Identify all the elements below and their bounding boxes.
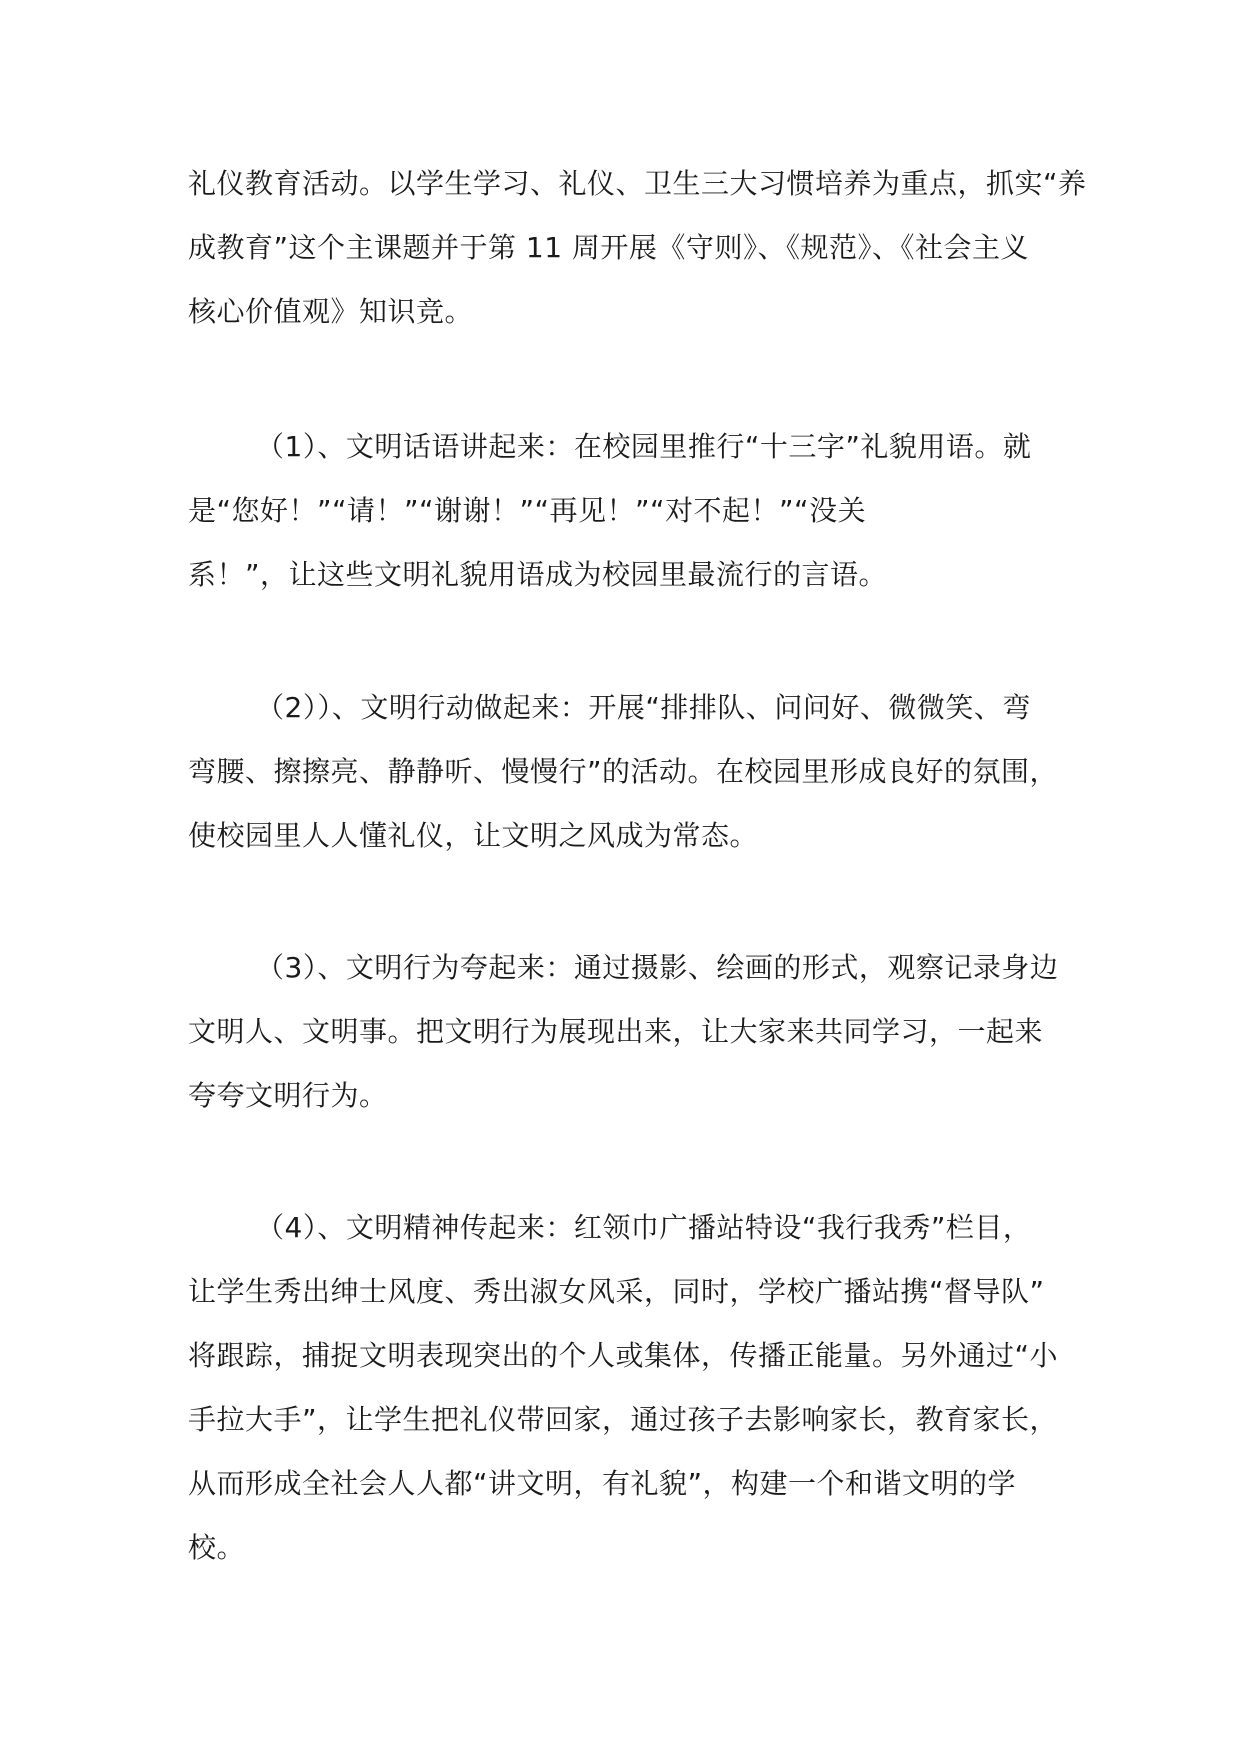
paragraph-line: 让学生秀出绅士风度、秀出淑女风采，同时，学校广播站携“督导队”: [188, 1275, 1045, 1308]
paragraph-line: 成教育”这个主课题并于第 11 周开展《守则》、《规范》、《社会主义: [188, 231, 1029, 264]
paragraph-line: 核心价值观》知识竞。: [188, 295, 474, 328]
paragraph-line: （4）、文明精神传起来：红领巾广播站特设“我行我秀”栏目，: [256, 1211, 1032, 1244]
paragraph-line: 礼仪教育活动。以学生学习、礼仪、卫生三大习惯培养为重点，抓实“养: [188, 167, 1087, 200]
paragraph-line: 将跟踪，捕捉文明表现突出的个人或集体，传播正能量。另外通过“小: [188, 1339, 1059, 1372]
paragraph-line: （3）、文明行为夸起来：通过摄影、绘画的形式，观察记录身边: [256, 951, 1059, 984]
paragraph-line: 是“您好！”“请！”“谢谢！”“再见！”“对不起！”“没关: [188, 494, 867, 527]
paragraph-intro: [188, 152, 1087, 344]
paragraph-line: 夸夸文明行为。: [188, 1079, 388, 1112]
paragraph-item-3: [188, 936, 1060, 1128]
paragraph-line: 从而形成全社会人人都“讲文明，有礼貌”，构建一个和谐文明的学: [188, 1467, 1017, 1500]
paragraph-line: 使校园里人人懂礼仪，让文明之风成为常态。: [188, 819, 759, 852]
paragraph-line: 弯腰、擦擦亮、静静听、慢慢行”的活动。在校园里形成良好的氛围，: [188, 755, 1059, 788]
paragraph-line: 手拉大手”，让学生把礼仪带回家，通过孩子去影响家长，教育家长，: [188, 1403, 1059, 1436]
paragraph-line: 文明人、文明事。把文明行为展现出来，让大家来共同学习，一起来: [188, 1015, 1044, 1048]
paragraph-line: 校。: [188, 1531, 246, 1564]
paragraph-item-1: [188, 415, 1060, 607]
paragraph-item-4: [188, 1196, 1060, 1580]
paragraph-line: 系！”，让这些文明礼貌用语成为校园里最流行的言语。: [188, 558, 888, 591]
paragraph-item-2: [188, 676, 1060, 868]
paragraph-line: （1）、文明话语讲起来：在校园里推行“十三字”礼貌用语。就: [256, 430, 1032, 463]
paragraph-line: （2））、文明行动做起来：开展“排排队、问问好、微微笑、弯: [256, 691, 1031, 724]
